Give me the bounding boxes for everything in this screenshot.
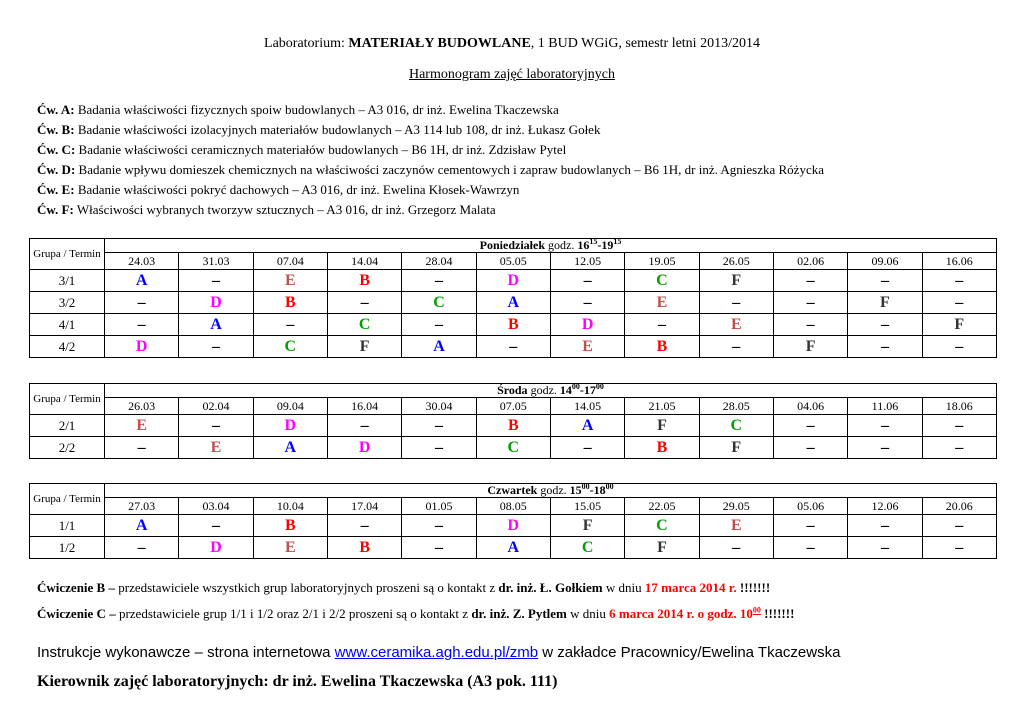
exercise-cell: – — [773, 314, 847, 336]
exercise-cell: B — [625, 437, 699, 459]
exercise-cell: C — [699, 415, 773, 437]
exercise-cell: – — [550, 270, 624, 292]
date-header: 27.03 — [105, 498, 179, 515]
day-name: Czwartek — [487, 483, 538, 497]
exercise-cell: A — [105, 270, 179, 292]
exercise-item — [37, 140, 824, 160]
start-hour: 15 — [569, 483, 582, 497]
exercise-cell: C — [476, 437, 550, 459]
date-header: 29.05 — [699, 498, 773, 515]
end-minutes: 15 — [613, 237, 622, 246]
exercise-cell: A — [105, 515, 179, 537]
exercise-cell: B — [327, 270, 401, 292]
date-header: 17.04 — [327, 498, 401, 515]
exercise-cell: – — [922, 537, 996, 559]
exercise-cell: – — [699, 292, 773, 314]
lab-head: Kierownik zajęć laboratoryjnych: dr inż. Ewelina Tkaczewska (A3 pok. 111) — [37, 673, 558, 690]
table-row — [30, 314, 997, 336]
group-term-header: Grupa / Termin — [30, 384, 105, 415]
exercise-cell: – — [699, 336, 773, 358]
table-row — [30, 336, 997, 358]
exercise-cell: – — [699, 537, 773, 559]
note-exclamation: !!!!!!! — [760, 606, 795, 621]
date-header: 10.04 — [253, 498, 327, 515]
exercise-text: Badania właściwości fizycznych spoiw budowlanych – A3 016, dr inż. Ewelina Tkaczewska — [74, 102, 559, 117]
date-header: 21.05 — [625, 398, 699, 415]
exercise-cell: A — [253, 437, 327, 459]
exercise-cell: A — [476, 537, 550, 559]
day-name: Środa — [497, 383, 528, 397]
exercise-label: Ćw. A: — [37, 102, 75, 117]
exercise-cell: B — [253, 292, 327, 314]
date-header: 31.03 — [179, 253, 253, 270]
exercise-cell: – — [402, 270, 476, 292]
exercise-cell: E — [550, 336, 624, 358]
exercise-cell: – — [402, 415, 476, 437]
exercise-cell: D — [105, 336, 179, 358]
group-term-header: Grupa / Termin — [30, 484, 105, 515]
date-header: 01.05 — [402, 498, 476, 515]
end-hour: 18 — [593, 483, 606, 497]
exercise-cell: – — [848, 314, 922, 336]
website-link[interactable]: www.ceramika.agh.edu.pl/zmb — [334, 644, 539, 661]
date-header: 18.06 — [922, 398, 996, 415]
exercise-label: Ćw. D: — [37, 162, 76, 177]
exercise-cell: – — [105, 292, 179, 314]
date-header: 09.06 — [848, 253, 922, 270]
exercise-cell: A — [179, 314, 253, 336]
exercise-cell: D — [179, 292, 253, 314]
exercise-cell: – — [848, 415, 922, 437]
end-hour: 19 — [601, 238, 614, 252]
exercise-cell: D — [327, 437, 401, 459]
schedule-table-monday — [29, 238, 997, 358]
exercise-cell: D — [476, 515, 550, 537]
exercise-cell: – — [550, 437, 624, 459]
exercise-cell: – — [402, 437, 476, 459]
date-header: 03.04 — [179, 498, 253, 515]
date-header: 28.05 — [699, 398, 773, 415]
note-text: w dniu — [602, 580, 645, 595]
date-header: 11.06 — [848, 398, 922, 415]
table-row — [30, 292, 997, 314]
exercise-cell: D — [253, 415, 327, 437]
exercise-item — [37, 160, 824, 180]
note-text: przedstawiciele grup 1/1 i 1/2 oraz 2/1 i 2/2 proszeni są o kontakt z — [115, 606, 472, 621]
exercise-cell: – — [179, 336, 253, 358]
date-header: 02.04 — [179, 398, 253, 415]
table-row — [30, 270, 997, 292]
exercise-cell: – — [848, 537, 922, 559]
exercise-cell: – — [179, 515, 253, 537]
day-header — [105, 384, 997, 398]
exercise-cell: – — [848, 270, 922, 292]
table-row — [30, 515, 997, 537]
exercise-cell: – — [625, 314, 699, 336]
note-exercise-c — [37, 606, 794, 622]
day-header — [105, 239, 997, 253]
title-suffix: , 1 BUD WGiG, semestr letni 2013/2014 — [530, 36, 760, 51]
exercise-cell: C — [550, 537, 624, 559]
exercise-cell: C — [327, 314, 401, 336]
date-header: 08.05 — [476, 498, 550, 515]
exercise-label: Ćw. E: — [37, 182, 75, 197]
exercise-cell: – — [402, 515, 476, 537]
exercise-cell: E — [699, 314, 773, 336]
date-header: 28.04 — [402, 253, 476, 270]
exercise-cell: F — [625, 537, 699, 559]
date-header: 22.05 — [625, 498, 699, 515]
exercise-cell: B — [476, 415, 550, 437]
group-cell: 4/1 — [30, 314, 105, 336]
exercise-cell: – — [550, 292, 624, 314]
exercise-cell: C — [625, 270, 699, 292]
group-cell: 3/2 — [30, 292, 105, 314]
exercise-cell: D — [476, 270, 550, 292]
exercise-cell: – — [922, 437, 996, 459]
exercise-cell: F — [550, 515, 624, 537]
time-separator: - — [597, 238, 602, 252]
exercise-list — [37, 100, 824, 220]
exercise-cell: – — [848, 437, 922, 459]
exercise-cell: – — [773, 415, 847, 437]
date-header: 24.03 — [105, 253, 179, 270]
instructions-line — [37, 644, 840, 661]
date-header: 05.05 — [476, 253, 550, 270]
hours-label: godz. — [537, 483, 570, 497]
exercise-cell: – — [179, 415, 253, 437]
exercise-text: Badanie właściwości ceramicznych materiałów budowlanych – B6 1H, dr inż. Zdzisław Pytel — [75, 142, 567, 157]
end-hour: 17 — [583, 383, 596, 397]
exercise-cell: – — [105, 537, 179, 559]
exercise-label: Ćw. B: — [37, 122, 75, 137]
exercise-cell: A — [550, 415, 624, 437]
exercise-cell: E — [253, 270, 327, 292]
note-exercise-b — [37, 580, 770, 596]
hours-label: godz. — [545, 238, 578, 252]
exercise-cell: – — [327, 292, 401, 314]
end-minutes: 00 — [605, 482, 614, 491]
date-header: 02.06 — [773, 253, 847, 270]
date-header: 05.06 — [773, 498, 847, 515]
instructions-prefix: Instrukcje wykonawcze – strona internetowa — [37, 644, 335, 661]
date-header: 20.06 — [922, 498, 996, 515]
date-header: 14.05 — [550, 398, 624, 415]
hours-label: godz. — [527, 383, 560, 397]
exercise-cell: – — [773, 292, 847, 314]
note-time-sup: 00 — [752, 605, 761, 615]
instructions-suffix: w zakładce Pracownicy/Ewelina Tkaczewska — [538, 644, 841, 661]
exercise-item — [37, 200, 824, 220]
exercise-cell: – — [922, 270, 996, 292]
group-cell: 4/2 — [30, 336, 105, 358]
exercise-cell: – — [179, 270, 253, 292]
group-term-header: Grupa / Termin — [30, 239, 105, 270]
date-header: 09.04 — [253, 398, 327, 415]
time-separator: - — [589, 483, 594, 497]
start-minutes: 00 — [581, 482, 590, 491]
date-header: 30.04 — [402, 398, 476, 415]
exercise-cell: B — [476, 314, 550, 336]
start-minutes: 00 — [571, 382, 580, 391]
exercise-text: Badanie właściwości pokryć dachowych – A3 016, dr inż. Ewelina Kłosek-Wawrzyn — [74, 182, 520, 197]
start-hour: 14 — [559, 383, 572, 397]
exercise-cell: F — [773, 336, 847, 358]
exercise-cell: F — [625, 415, 699, 437]
note-date: 6 marca 2014 r. o godz. 10 — [609, 606, 753, 621]
table-row — [30, 537, 997, 559]
group-cell: 1/1 — [30, 515, 105, 537]
exercise-cell: F — [848, 292, 922, 314]
exercise-cell: C — [402, 292, 476, 314]
group-cell: 1/2 — [30, 537, 105, 559]
document-title — [0, 36, 1024, 52]
exercise-cell: E — [625, 292, 699, 314]
day-name: Poniedziałek — [479, 238, 545, 252]
note-text: w dniu — [566, 606, 610, 621]
exercise-cell: B — [327, 537, 401, 559]
date-header: 12.06 — [848, 498, 922, 515]
exercise-cell: F — [922, 314, 996, 336]
exercise-cell: F — [699, 437, 773, 459]
exercise-label: Ćw. C: — [37, 142, 76, 157]
end-minutes: 00 — [595, 382, 604, 391]
note-label: Ćwiczenie C – — [37, 606, 116, 621]
exercise-cell: C — [253, 336, 327, 358]
exercise-cell: – — [922, 515, 996, 537]
start-hour: 16 — [577, 238, 590, 252]
title-prefix: Laboratorium: — [264, 36, 349, 51]
exercise-cell: – — [848, 515, 922, 537]
exercise-text: Badanie właściwości izolacyjnych materiałów budowlanych – A3 114 lub 108, dr inż. Łukasz Gołek — [74, 122, 601, 137]
note-label: Ćwiczenie B – — [37, 580, 115, 595]
exercise-cell: E — [179, 437, 253, 459]
date-header: 26.05 — [699, 253, 773, 270]
group-cell: 2/1 — [30, 415, 105, 437]
date-header: 16.06 — [922, 253, 996, 270]
date-header: 14.04 — [327, 253, 401, 270]
exercise-cell: – — [105, 314, 179, 336]
exercise-cell: – — [773, 515, 847, 537]
exercise-cell: – — [773, 537, 847, 559]
exercise-cell: – — [848, 336, 922, 358]
exercise-cell: – — [327, 515, 401, 537]
date-header: 15.05 — [550, 498, 624, 515]
exercise-cell: E — [253, 537, 327, 559]
exercise-cell: – — [253, 314, 327, 336]
note-person: dr. inż. Z. Pytlem — [471, 606, 567, 621]
document-subtitle: Harmonogram zajęć laboratoryjnych — [408, 67, 616, 82]
exercise-cell: – — [402, 314, 476, 336]
exercise-cell: A — [402, 336, 476, 358]
date-header: 26.03 — [105, 398, 179, 415]
date-header: 16.04 — [327, 398, 401, 415]
exercise-cell: B — [253, 515, 327, 537]
exercise-cell: – — [327, 415, 401, 437]
table-row — [30, 415, 997, 437]
exercise-cell: D — [550, 314, 624, 336]
exercise-cell: – — [402, 537, 476, 559]
note-exclamation: !!!!!!! — [736, 580, 771, 595]
exercise-cell: D — [179, 537, 253, 559]
exercise-cell: B — [625, 336, 699, 358]
exercise-text: Badanie wpływu domieszek chemicznych na właściwości zaczynów cementowych i zapraw budowlanych – B6 1H, dr inż. Agnieszka Różycka — [75, 162, 824, 177]
note-text: przedstawiciele wszystkich grup laboratoryjnych proszeni są o kontakt z — [114, 580, 499, 595]
group-cell: 2/2 — [30, 437, 105, 459]
time-separator: - — [579, 383, 584, 397]
note-person: dr. inż. Ł. Gołkiem — [498, 580, 603, 595]
exercise-cell: – — [476, 336, 550, 358]
exercise-item — [37, 180, 824, 200]
group-cell: 3/1 — [30, 270, 105, 292]
exercise-label: Ćw. F: — [37, 202, 74, 217]
exercise-cell: E — [105, 415, 179, 437]
table-row — [30, 437, 997, 459]
exercise-cell: – — [105, 437, 179, 459]
exercise-cell: F — [327, 336, 401, 358]
schedule-table-wednesday — [29, 383, 997, 459]
exercise-cell: – — [922, 292, 996, 314]
schedule-table-thursday — [29, 483, 997, 559]
date-header: 19.05 — [625, 253, 699, 270]
exercise-cell: E — [699, 515, 773, 537]
exercise-cell: – — [922, 336, 996, 358]
date-header: 07.04 — [253, 253, 327, 270]
start-minutes: 15 — [589, 237, 598, 246]
exercise-text: Właściwości wybranych tworzyw sztucznych – A3 016, dr inż. Grzegorz Malata — [73, 202, 496, 217]
exercise-cell: – — [773, 437, 847, 459]
exercise-cell: – — [773, 270, 847, 292]
exercise-item — [37, 120, 824, 140]
exercise-item — [37, 100, 824, 120]
exercise-cell: – — [922, 415, 996, 437]
exercise-cell: A — [476, 292, 550, 314]
date-header: 12.05 — [550, 253, 624, 270]
date-header: 07.05 — [476, 398, 550, 415]
note-date: 17 marca 2014 r. — [644, 580, 737, 595]
title-subject: MATERIAŁY BUDOWLANE — [348, 36, 531, 51]
exercise-cell: F — [699, 270, 773, 292]
date-header: 04.06 — [773, 398, 847, 415]
day-header — [105, 484, 997, 498]
exercise-cell: C — [625, 515, 699, 537]
